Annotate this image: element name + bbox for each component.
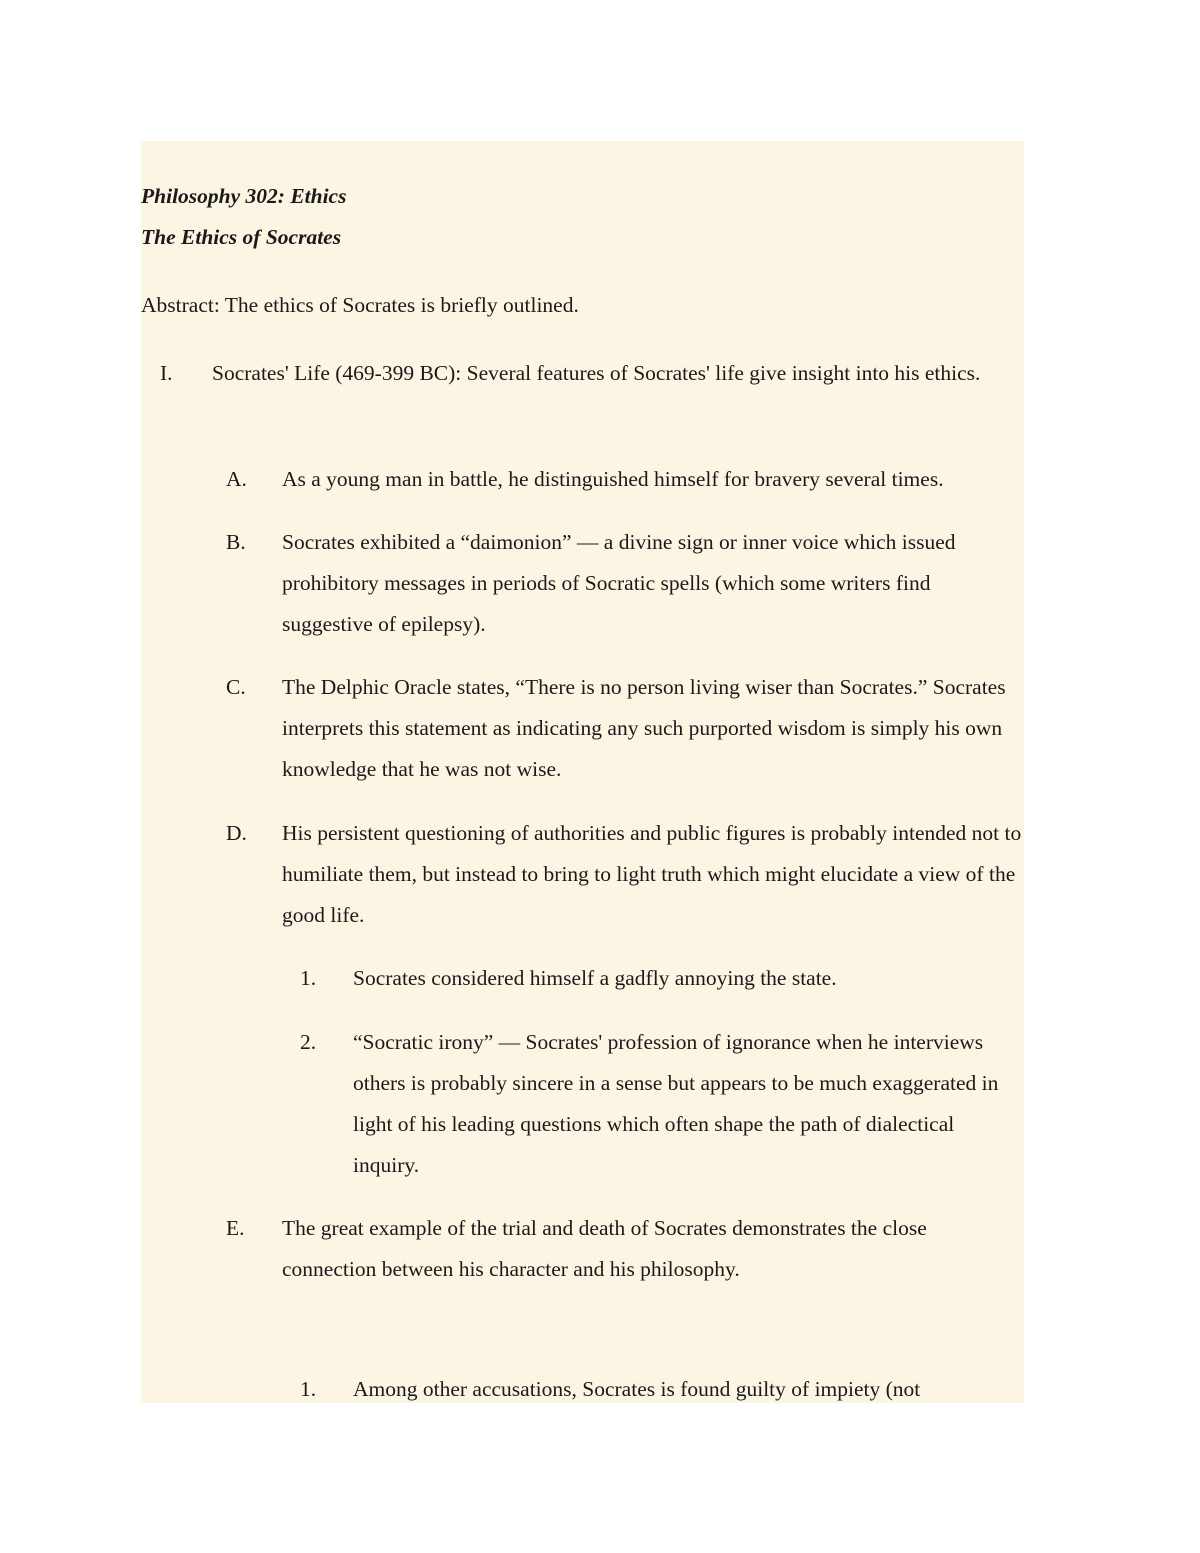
abstract-text: Abstract: The ethics of Socrates is briefly outlined.: [141, 293, 579, 317]
outline-text: Socrates exhibited a “daimonion” — a divine sign or inner voice which issued prohibitory messages in periods of Socratic spells (which some writers find suggestive of epilepsy).: [282, 530, 956, 636]
lecture-title: The Ethics of Socrates: [141, 225, 342, 249]
outline-item-D: [141, 813, 1024, 936]
outline-marker: 2.: [300, 1030, 317, 1054]
outline-marker: 1.: [300, 1377, 317, 1401]
outline-marker: C.: [226, 675, 246, 699]
outline-marker: I.: [160, 361, 173, 385]
outline-marker: E.: [226, 1216, 245, 1240]
outline-text: “Socratic irony” — Socrates' profession of ignorance when he interviews others is probably sincere in a sense but appears to be much exaggerated in light of his leading questions which often shape the path of dialectical inquiry.: [353, 1030, 999, 1177]
outline-item-C: [141, 667, 1024, 790]
outline-item-E: [141, 1208, 1024, 1290]
outline-marker: A.: [226, 467, 247, 491]
outline-item-D1: [141, 958, 1024, 999]
outline-item-A: [141, 459, 1024, 500]
outline-text: The Delphic Oracle states, “There is no person living wiser than Socrates.” Socrates interprets this statement as indicating any such purported wisdom is simply his own knowledge that he was not wise.: [282, 675, 1006, 781]
outline-text: The great example of the trial and death of Socrates demonstrates the close connection between his character and his philosophy.: [282, 1216, 927, 1281]
outline-text: Among other accusations, Socrates is found guilty of impiety (not: [353, 1377, 921, 1401]
outline-text: Socrates' Life (469-399 BC): Several features of Socrates' life give insight into his ethics.: [212, 361, 981, 385]
outline-marker: 1.: [300, 966, 317, 990]
outline-marker: D.: [226, 821, 247, 845]
outline-text: As a young man in battle, he distinguished himself for bravery several times.: [282, 467, 944, 491]
outline-text: Socrates considered himself a gadfly annoying the state.: [353, 966, 837, 990]
outline-marker: B.: [226, 530, 246, 554]
outline-text: His persistent questioning of authorities and public figures is probably intended not to humiliate them, but instead to bring to light truth which might elucidate a view of the good life.: [282, 821, 1022, 927]
outline-item-D2: [141, 1022, 1024, 1186]
document-page: [141, 141, 1024, 1403]
outline-item-E1: [141, 1369, 1024, 1403]
outline-item-I: [141, 353, 1012, 394]
course-title: Philosophy 302: Ethics: [141, 184, 347, 208]
outline-item-B: [141, 522, 1024, 645]
